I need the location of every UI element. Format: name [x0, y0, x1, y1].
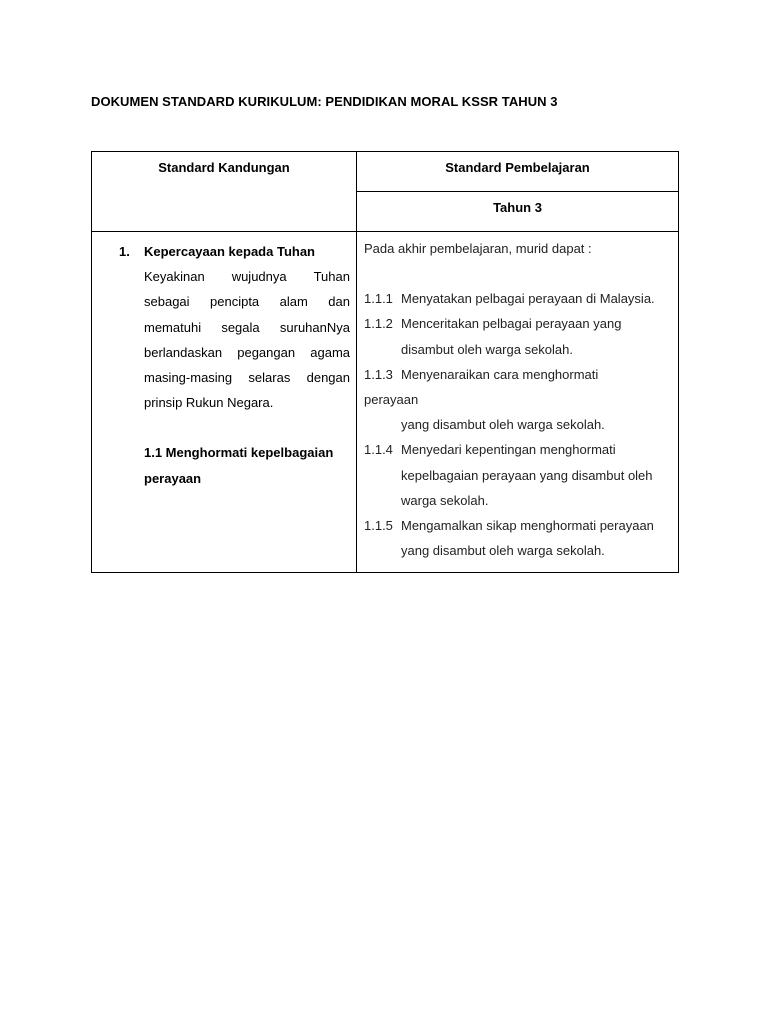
description-word: segala — [221, 319, 260, 335]
description-word: wujudnya — [231, 269, 287, 285]
learning-item-text: Mengamalkan sikap menghormati perayaan — [401, 518, 654, 534]
learning-item-text: Menyenaraikan cara menghormati — [401, 366, 599, 382]
learning-item-continuation: perayaan — [364, 392, 419, 408]
learning-item-text: Menceritakan pelbagai perayaan yang — [401, 316, 622, 332]
description-word: pencipta — [210, 294, 260, 310]
description-word: berlandaskan — [144, 344, 223, 360]
header-bottom-border — [92, 231, 678, 232]
subsection-heading — [100, 440, 350, 490]
learning-item-continuation: disambut oleh warga sekolah. — [401, 341, 573, 357]
learning-standard-cell — [364, 236, 674, 563]
description-line — [144, 390, 350, 415]
learning-item — [364, 362, 674, 387]
content-standard-cell — [100, 239, 350, 491]
description-word: mematuhi — [144, 319, 202, 335]
section-heading — [100, 239, 350, 264]
learning-item-continuation: kepelbagaian perayaan yang disambut oleh — [401, 467, 653, 483]
description-word: prinsip Rukun Negara. — [144, 395, 274, 411]
section-description — [100, 264, 350, 415]
section-number: 1. — [119, 244, 130, 259]
learning-item-code: 1.1.3 — [364, 366, 393, 382]
curriculum-table — [91, 151, 679, 573]
learning-item-code: 1.1.2 — [364, 316, 393, 332]
description-line — [144, 315, 350, 340]
description-line — [144, 340, 350, 365]
header-divider — [356, 191, 678, 192]
description-word: selaras — [248, 370, 291, 386]
description-word: pegangan — [237, 344, 296, 360]
description-word: dengan — [306, 370, 350, 386]
learning-item-continuation: warga sekolah. — [401, 492, 489, 508]
learning-item-code: 1.1.4 — [364, 442, 393, 458]
description-word: dan — [328, 294, 350, 310]
header-standard-kandungan: Standard Kandungan — [158, 160, 290, 175]
subsection-heading-line: perayaan — [144, 470, 202, 486]
learning-item — [364, 513, 674, 538]
description-word: Keyakinan — [144, 269, 205, 285]
section-title: Kepercayaan kepada Tuhan — [144, 244, 315, 259]
description-line — [144, 365, 350, 390]
learning-item — [364, 437, 674, 462]
learning-item-continuation: yang disambut oleh warga sekolah. — [401, 543, 605, 559]
learning-item-code: 1.1.1 — [364, 291, 393, 307]
learning-item — [364, 286, 674, 311]
description-line — [144, 264, 350, 289]
description-line — [144, 289, 350, 314]
description-word: alam — [279, 294, 308, 310]
description-word: masing-masing — [144, 370, 233, 386]
subsection-heading-line: 1.1 Menghormati kepelbagaian — [144, 445, 334, 461]
learning-item-code: 1.1.5 — [364, 518, 393, 534]
learning-item-text: Menyedari kepentingan menghormati — [401, 442, 616, 458]
column-divider — [356, 152, 357, 572]
learning-item-continuation: yang disambut oleh warga sekolah. — [401, 417, 605, 433]
header-year: Tahun 3 — [493, 200, 542, 215]
learning-intro: Pada akhir pembelajaran, murid dapat : — [364, 241, 592, 256]
description-word: Tuhan — [313, 269, 350, 285]
description-word: suruhanNya — [279, 319, 350, 335]
learning-item-text: Menyatakan pelbagai perayaan di Malaysia. — [401, 291, 655, 307]
description-word: sebagai — [144, 294, 190, 310]
learning-item — [364, 311, 674, 336]
description-word: agama — [310, 344, 350, 360]
header-standard-pembelajaran: Standard Pembelajaran — [445, 160, 590, 175]
document-title: DOKUMEN STANDARD KURIKULUM: PENDIDIKAN MORAL KSSR TAHUN 3 — [91, 94, 558, 109]
